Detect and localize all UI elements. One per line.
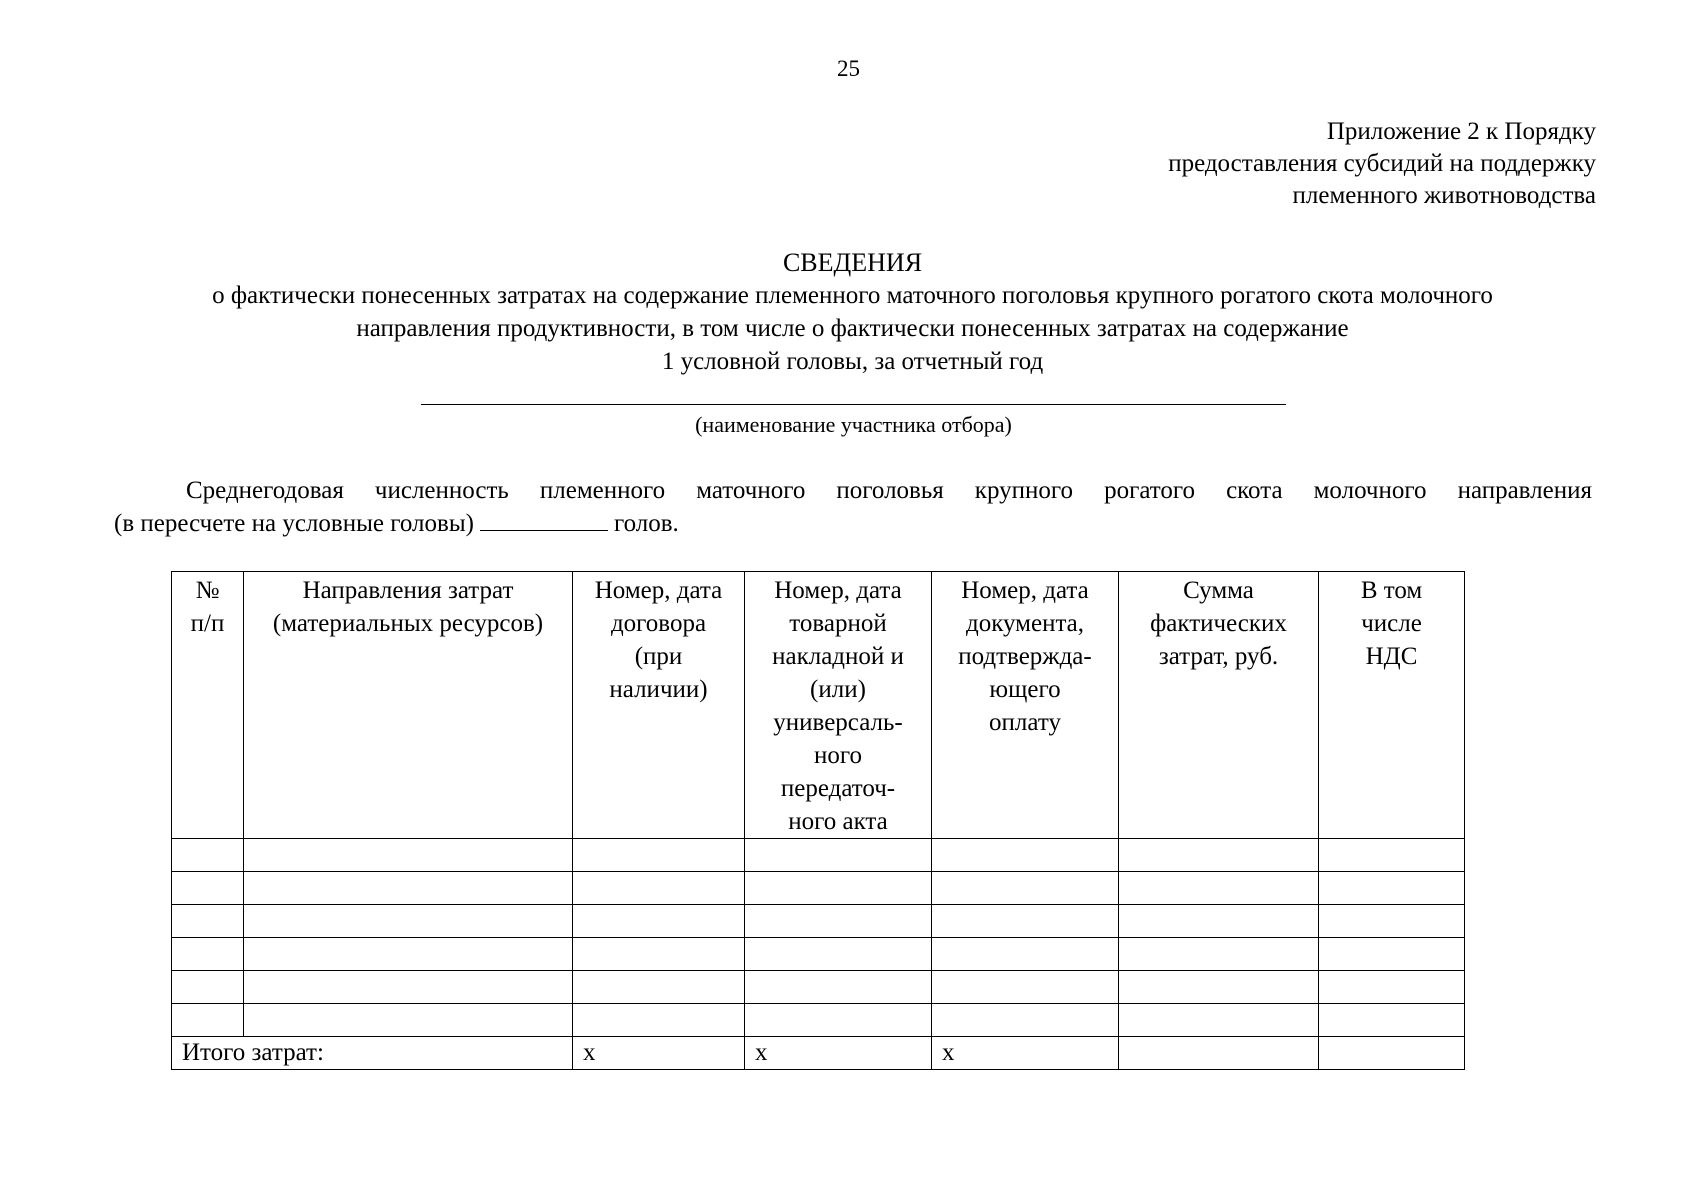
header-line: универсаль- — [773, 709, 903, 736]
participant-name-caption: (наименование участника отбора) — [695, 412, 1012, 437]
header-line: оплату — [989, 709, 1061, 736]
title-line-3: 1 условной головы, за отчетный год — [661, 348, 1044, 375]
annex-reference — [896, 116, 1596, 212]
paragraph-line-1: Среднегодовая численность племенного маточного поголовья крупного рогатого скота молочного направления — [186, 477, 1592, 504]
annex-line-3: племенного животноводства — [1292, 182, 1596, 209]
table-row — [172, 872, 1465, 905]
table-cell[interactable] — [745, 1004, 932, 1037]
header-col-contract — [573, 572, 745, 839]
table-cell[interactable] — [1319, 872, 1465, 905]
table-cell[interactable] — [244, 938, 573, 971]
header-line: (материальных ресурсов) — [272, 610, 544, 637]
table-cell[interactable] — [172, 1004, 244, 1037]
header-line: Номер, дата — [961, 577, 1089, 604]
table-cell[interactable] — [1319, 971, 1465, 1004]
table-cell[interactable] — [573, 938, 745, 971]
document-title — [100, 246, 1605, 378]
header-line: накладной и — [772, 643, 904, 670]
table-cell[interactable] — [172, 971, 244, 1004]
total-vat-cell[interactable] — [1319, 1037, 1465, 1070]
table-cell[interactable] — [1319, 905, 1465, 938]
table-cell[interactable] — [244, 872, 573, 905]
table-row — [172, 905, 1465, 938]
total-sum-cell[interactable] — [1119, 1037, 1319, 1070]
table-cell[interactable] — [932, 971, 1119, 1004]
header-line: наличии) — [609, 676, 708, 703]
table-cell[interactable] — [1319, 839, 1465, 872]
header-col-actual-sum — [1119, 572, 1319, 839]
table-cell[interactable] — [932, 938, 1119, 971]
table-cell[interactable] — [573, 839, 745, 872]
header-line: Сумма — [1183, 577, 1254, 604]
header-line: товарной — [789, 610, 887, 637]
table-total-row — [172, 1037, 1465, 1070]
header-line: НДС — [1365, 643, 1418, 670]
table-row — [172, 1004, 1465, 1037]
header-line: п/п — [190, 610, 225, 637]
table-cell[interactable] — [1319, 938, 1465, 971]
title-line-2: направления продуктивности, в том числе о фактически понесенных затратах на содержание — [356, 315, 1349, 342]
header-line: Номер, дата — [594, 577, 723, 604]
table-cell[interactable] — [244, 1004, 573, 1037]
table-cell[interactable] — [244, 905, 573, 938]
table-header-row — [172, 572, 1465, 839]
header-col-waybill — [745, 572, 932, 839]
costs-table — [171, 571, 1465, 1070]
table-row — [172, 839, 1465, 872]
annex-line-2: предоставления субсидий на поддержку — [1168, 150, 1596, 177]
herd-size-paragraph — [114, 474, 1592, 540]
table-cell[interactable] — [1119, 1004, 1319, 1037]
table-cell[interactable] — [573, 872, 745, 905]
table-cell[interactable] — [1319, 1004, 1465, 1037]
table-cell[interactable] — [573, 971, 745, 1004]
table-cell[interactable] — [573, 905, 745, 938]
header-line: документа, — [965, 610, 1085, 637]
table-cell[interactable] — [745, 872, 932, 905]
table-row — [172, 938, 1465, 971]
participant-name-line[interactable] — [421, 404, 1286, 405]
total-label: Итого затрат: — [172, 1037, 573, 1070]
header-line: Направления затрат — [302, 577, 514, 604]
total-x-mark: х — [932, 1037, 1119, 1070]
table-cell[interactable] — [244, 839, 573, 872]
table-cell[interactable] — [932, 905, 1119, 938]
header-col-cost-direction — [244, 572, 573, 839]
header-line: № — [195, 577, 220, 604]
paragraph-line-2-start: (в пересчете на условные головы) — [114, 510, 474, 537]
header-line: В том — [1360, 577, 1423, 604]
header-line: ного — [813, 742, 862, 769]
header-line: (при — [634, 643, 683, 670]
header-line: ющего — [989, 676, 1061, 703]
table-cell[interactable] — [745, 938, 932, 971]
header-col-vat — [1319, 572, 1465, 839]
header-line: (или) — [810, 676, 866, 703]
table-body — [172, 839, 1465, 1070]
header-line: договора — [610, 610, 707, 637]
table-cell[interactable] — [172, 905, 244, 938]
header-line: фактических — [1150, 610, 1287, 637]
header-line: числе — [1361, 610, 1422, 637]
table-cell[interactable] — [172, 872, 244, 905]
paragraph-line-2-end: голов. — [613, 510, 679, 537]
annex-line-1: Приложение 2 к Порядку — [1326, 118, 1596, 145]
header-col-number — [172, 572, 244, 839]
table-cell[interactable] — [1119, 872, 1319, 905]
table-cell[interactable] — [932, 872, 1119, 905]
title-heading: СВЕДЕНИЯ — [782, 248, 923, 277]
header-line: затрат, руб. — [1158, 643, 1279, 670]
table-cell[interactable] — [1119, 971, 1319, 1004]
herd-size-blank[interactable] — [480, 508, 608, 531]
total-x-mark: х — [745, 1037, 932, 1070]
table-cell[interactable] — [1119, 938, 1319, 971]
table-cell[interactable] — [1119, 905, 1319, 938]
total-x-mark: х — [573, 1037, 745, 1070]
header-col-payment-doc — [932, 572, 1119, 839]
header-line: Номер, дата — [774, 577, 902, 604]
header-line: передаточ- — [780, 775, 896, 802]
table-cell[interactable] — [932, 839, 1119, 872]
table-cell[interactable] — [745, 905, 932, 938]
table-cell[interactable] — [745, 839, 932, 872]
page-number: 25 — [837, 56, 860, 81]
table-cell[interactable] — [172, 839, 244, 872]
paragraph-line-2 — [114, 507, 1592, 540]
table-cell[interactable] — [244, 971, 573, 1004]
table-cell[interactable] — [1119, 839, 1319, 872]
title-line-1: о фактически понесенных затратах на содержание племенного маточного поголовья крупного рогатого скота молочного — [212, 282, 1493, 309]
table-row — [172, 971, 1465, 1004]
header-line: подтвержда- — [958, 643, 1092, 670]
table-cell[interactable] — [172, 938, 244, 971]
table-cell[interactable] — [745, 971, 932, 1004]
table-cell[interactable] — [932, 1004, 1119, 1037]
header-line: ного акта — [788, 808, 888, 835]
table-cell[interactable] — [573, 1004, 745, 1037]
